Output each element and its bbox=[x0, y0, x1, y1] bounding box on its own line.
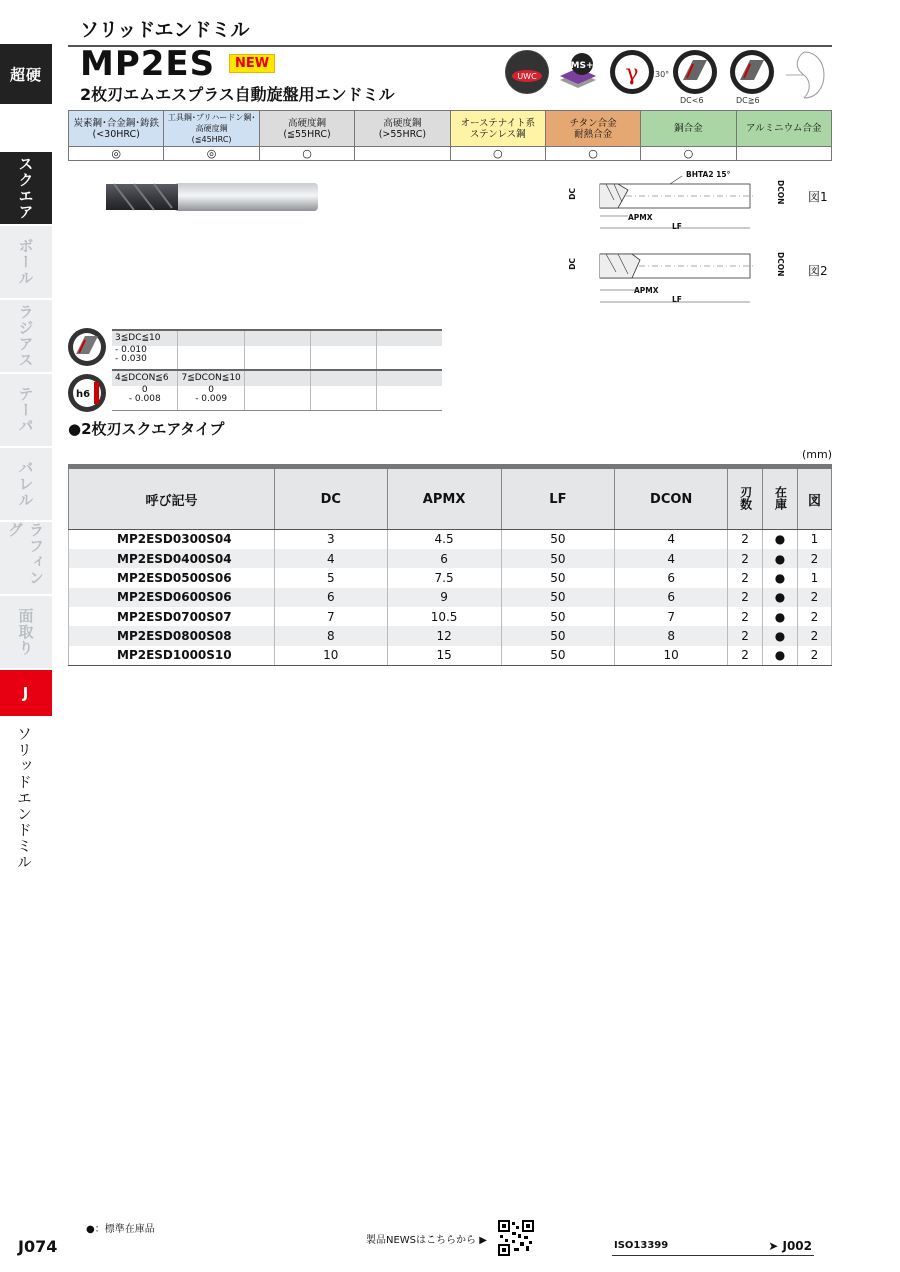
cell-apmx: 10.5 bbox=[387, 607, 501, 626]
cell-dcon: 7 bbox=[615, 607, 728, 626]
side-section-label: ソリッドエンドミル bbox=[15, 726, 33, 870]
material-suitability: ◎ bbox=[69, 147, 164, 161]
cell-apmx: 9 bbox=[387, 588, 501, 607]
material-header bbox=[736, 111, 831, 147]
product-subtitle: 2枚刃エムエスプラス自動旋盤用エンドミル bbox=[80, 85, 395, 104]
material-suitability bbox=[355, 147, 450, 161]
dc-tolerance-values bbox=[112, 346, 178, 370]
cell-dc: 8 bbox=[274, 626, 387, 645]
cell-code: MP2ESD0800S08 bbox=[69, 626, 275, 645]
fig2-dcon-label: DCON bbox=[776, 252, 785, 277]
material-suitability: ○ bbox=[545, 147, 640, 161]
col-header-dcon: DCON bbox=[615, 467, 728, 530]
cell-figure: 1 bbox=[797, 530, 831, 549]
dcon1-upper: 0 bbox=[141, 385, 148, 395]
side-tab-radius[interactable]: ラジアス bbox=[0, 300, 52, 374]
dc-lower: - 0.030 bbox=[115, 354, 147, 364]
cell-code: MP2ESD1000S10 bbox=[69, 646, 275, 665]
fig1-apmx-label: APMX bbox=[628, 213, 653, 222]
cell-figure: 2 bbox=[797, 626, 831, 645]
product-news-link[interactable]: 製品NEWSはこちらから ▶ bbox=[366, 1235, 487, 1246]
material-suitability: ○ bbox=[259, 147, 354, 161]
cell-figure: 2 bbox=[797, 607, 831, 626]
cell-figure: 2 bbox=[797, 646, 831, 665]
material-hardness: (≦45HRC) bbox=[191, 135, 232, 144]
cell-flutes: 2 bbox=[728, 588, 763, 607]
cell-code: MP2ESD0700S07 bbox=[69, 607, 275, 626]
cell-dcon: 8 bbox=[615, 626, 728, 645]
cell-lf: 50 bbox=[501, 530, 615, 549]
side-tab-ball[interactable]: ボール bbox=[0, 226, 52, 300]
material-header bbox=[164, 111, 259, 147]
material-name: チタン合金 bbox=[569, 117, 617, 129]
cell-dc: 3 bbox=[274, 530, 387, 549]
material-header bbox=[545, 111, 640, 147]
fig2-dc-label: DC bbox=[568, 258, 577, 270]
dc-upper: - 0.010 bbox=[115, 345, 147, 355]
cell-apmx: 15 bbox=[387, 646, 501, 665]
tool-photo bbox=[104, 180, 324, 216]
material-suitability bbox=[736, 147, 831, 161]
material-name: 高硬度鋼 bbox=[287, 117, 326, 129]
fig2-apmx-label: APMX bbox=[634, 286, 659, 295]
cell-flutes: 2 bbox=[728, 626, 763, 645]
cell-dc: 10 bbox=[274, 646, 387, 665]
section-title: ●2枚刃スクエアタイプ bbox=[68, 420, 225, 438]
fig1-dc-label: DC bbox=[568, 188, 577, 200]
dc-small-caption: DC<6 bbox=[680, 96, 704, 105]
fig1-bhta-label: BHTA2 15° bbox=[686, 170, 731, 179]
cell-stock: ● bbox=[763, 588, 798, 607]
col-header-apmx: APMX bbox=[387, 467, 501, 530]
material-name: アルミニウム合金 bbox=[746, 123, 822, 134]
material-name: 高硬度鋼 bbox=[383, 117, 422, 129]
col-header-dc: DC bbox=[274, 467, 387, 530]
material-header bbox=[259, 111, 354, 147]
work-material-table bbox=[68, 110, 832, 161]
dcon1-tolerance-values bbox=[112, 386, 178, 410]
svg-text:γ: γ bbox=[625, 61, 639, 86]
material-hardness: (≦55HRC) bbox=[283, 128, 331, 140]
cell-stock: ● bbox=[763, 607, 798, 626]
cell-dc: 5 bbox=[274, 568, 387, 587]
end-shape-large-icon bbox=[730, 50, 774, 94]
cell-lf: 50 bbox=[501, 588, 615, 607]
material-header bbox=[69, 111, 164, 147]
dc-range: 3≦DC≦10 bbox=[112, 330, 178, 346]
figure-2-label: 図2 bbox=[808, 264, 828, 278]
col-header-flutes: 刃数 bbox=[728, 467, 763, 530]
h6-tolerance-icon bbox=[68, 374, 106, 412]
table-row bbox=[69, 626, 832, 645]
cell-apmx: 12 bbox=[387, 626, 501, 645]
side-tab-roughing[interactable]: ラフィング bbox=[0, 522, 52, 596]
figure-2-drawing bbox=[568, 248, 785, 308]
helix-angle-value: 30° bbox=[655, 70, 670, 79]
cell-flutes: 2 bbox=[728, 530, 763, 549]
cell-dc: 7 bbox=[274, 607, 387, 626]
material-suitability: ○ bbox=[450, 147, 545, 161]
table-row bbox=[69, 549, 832, 568]
unit-label: (mm) bbox=[801, 448, 832, 461]
cell-stock: ● bbox=[763, 530, 798, 549]
cell-lf: 50 bbox=[501, 646, 615, 665]
side-tab-square[interactable]: スクエア bbox=[0, 152, 52, 226]
side-tab-taper[interactable]: テーパ bbox=[0, 374, 52, 448]
cell-figure: 2 bbox=[797, 549, 831, 568]
table-row bbox=[69, 568, 832, 587]
cell-lf: 50 bbox=[501, 549, 615, 568]
cell-dcon: 10 bbox=[615, 646, 728, 665]
material-header bbox=[355, 111, 450, 147]
col-header-stock: 在庫 bbox=[763, 467, 798, 530]
cell-apmx: 7.5 bbox=[387, 568, 501, 587]
cell-lf: 50 bbox=[501, 607, 615, 626]
cell-dc: 6 bbox=[274, 588, 387, 607]
figure-1-drawing bbox=[568, 170, 785, 232]
cell-flutes: 2 bbox=[728, 607, 763, 626]
material-header bbox=[641, 111, 736, 147]
figure-1-label: 図1 bbox=[808, 190, 828, 204]
table-row bbox=[69, 588, 832, 607]
cell-stock: ● bbox=[763, 568, 798, 587]
col-header-lf: LF bbox=[501, 467, 615, 530]
cell-figure: 1 bbox=[797, 568, 831, 587]
dcon2-upper: 0 bbox=[208, 385, 214, 395]
fig2-lf-label: LF bbox=[672, 295, 682, 304]
material-hardness: ステンレス鋼 bbox=[469, 128, 526, 140]
cell-dcon: 6 bbox=[615, 588, 728, 607]
model-name: MP2ES bbox=[80, 44, 216, 84]
cell-code: MP2ESD0400S04 bbox=[69, 549, 275, 568]
svg-text:UWC: UWC bbox=[517, 72, 537, 81]
cell-flutes: 2 bbox=[728, 568, 763, 587]
cell-stock: ● bbox=[763, 549, 798, 568]
material-name: 炭素鋼･合金鋼･鋳鉄 bbox=[73, 117, 159, 129]
cell-code: MP2ESD0500S06 bbox=[69, 568, 275, 587]
material-suitability: ◎ bbox=[164, 147, 259, 161]
material-header bbox=[450, 111, 545, 147]
cell-apmx: 6 bbox=[387, 549, 501, 568]
material-hardness: 耐熱合金 bbox=[574, 128, 613, 140]
cell-dcon: 4 bbox=[615, 530, 728, 549]
dcon-range-1: 4≦DCON≦6 bbox=[112, 370, 178, 386]
material-name: 工具鋼･プリハードン鋼･高硬度鋼 bbox=[167, 113, 256, 133]
cell-dcon: 4 bbox=[615, 549, 728, 568]
material-suitability: ○ bbox=[641, 147, 736, 161]
material-hardness: (<30HRC) bbox=[92, 128, 140, 140]
cell-stock: ● bbox=[763, 626, 798, 645]
cell-flutes: 2 bbox=[728, 646, 763, 665]
cell-lf: 50 bbox=[501, 568, 615, 587]
dcon-range-2: 7≦DCON≦10 bbox=[178, 370, 244, 386]
col-header-figure: 図 bbox=[797, 467, 831, 530]
dcon1-lower: - 0.008 bbox=[128, 394, 161, 404]
page-number: J074 bbox=[18, 1237, 58, 1256]
cell-code: MP2ESD0600S06 bbox=[69, 588, 275, 607]
cell-dc: 4 bbox=[274, 549, 387, 568]
helix-angle-icon bbox=[610, 50, 654, 94]
iso-standard: ISO13399 bbox=[614, 1240, 669, 1251]
side-tab-barrel[interactable]: バレル bbox=[0, 448, 52, 522]
ms-plus-coating-icon bbox=[556, 50, 600, 94]
side-nav bbox=[0, 0, 52, 1272]
fig1-dcon-label: DCON bbox=[776, 180, 785, 205]
side-tab-j[interactable]: J bbox=[0, 670, 52, 718]
iso-reference bbox=[612, 1238, 814, 1256]
uwc-coating-icon bbox=[505, 50, 549, 94]
svg-text:h6: h6 bbox=[75, 389, 91, 400]
table-row bbox=[69, 607, 832, 626]
page-reference-link[interactable]: ➤ J002 bbox=[768, 1239, 812, 1253]
qr-code-icon[interactable] bbox=[498, 1220, 534, 1256]
dcon2-tolerance-values bbox=[178, 386, 244, 410]
stock-footnote: ●：標準在庫品 bbox=[86, 1224, 155, 1235]
cell-figure: 2 bbox=[797, 588, 831, 607]
cell-apmx: 4.5 bbox=[387, 530, 501, 549]
fig1-lf-label: LF bbox=[672, 222, 682, 231]
cell-dcon: 6 bbox=[615, 568, 728, 587]
end-view-icon bbox=[782, 50, 826, 100]
category-title: ソリッドエンドミル bbox=[80, 19, 250, 41]
dcon2-lower: - 0.009 bbox=[195, 394, 228, 404]
table-row bbox=[69, 530, 832, 549]
new-badge: NEW bbox=[229, 54, 275, 73]
table-row bbox=[69, 646, 832, 665]
cell-lf: 50 bbox=[501, 626, 615, 645]
cell-stock: ● bbox=[763, 646, 798, 665]
side-tab-chamfer[interactable]: 面取り bbox=[0, 596, 52, 670]
material-name: 銅合金 bbox=[674, 123, 703, 134]
material-hardness: (>55HRC) bbox=[378, 128, 427, 140]
material-name: オーステナイト系 bbox=[460, 117, 536, 129]
end-shape-small-icon bbox=[673, 50, 717, 94]
feature-icons bbox=[500, 50, 840, 110]
tolerance-table bbox=[112, 329, 442, 411]
cell-code: MP2ESD0300S04 bbox=[69, 530, 275, 549]
dc-tolerance-icon bbox=[68, 328, 106, 366]
cell-flutes: 2 bbox=[728, 549, 763, 568]
svg-text:MS+: MS+ bbox=[570, 61, 594, 71]
dc-large-caption: DC≧6 bbox=[736, 96, 760, 105]
col-header-code: 呼び記号 bbox=[69, 467, 275, 530]
side-tab-carbide[interactable]: 超硬 bbox=[0, 44, 52, 106]
spec-table bbox=[68, 464, 832, 666]
